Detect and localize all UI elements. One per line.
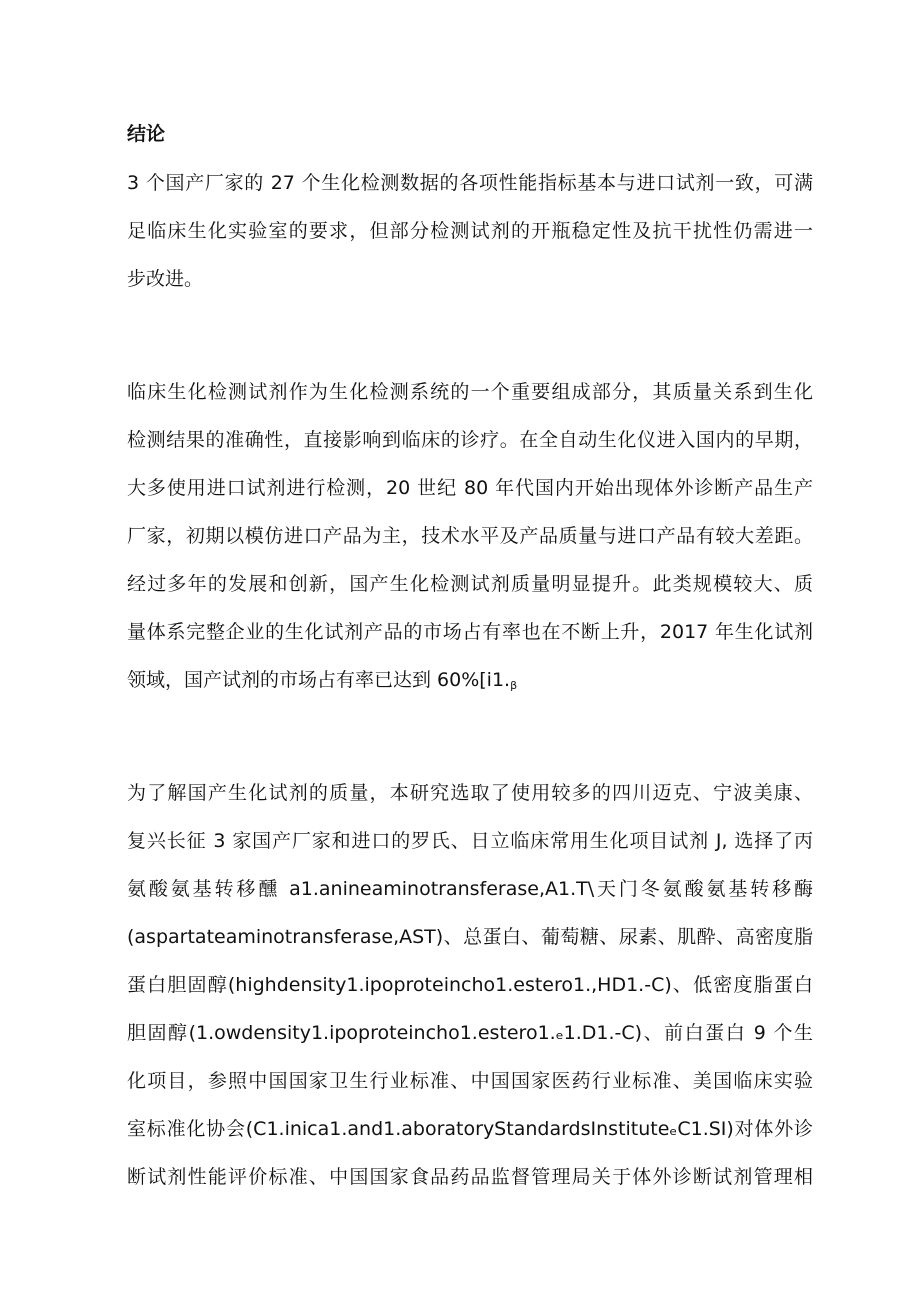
paragraph-2-line-7-text: 领域，国产试剂的市场占有率已达到 60%[i1. (127, 669, 511, 691)
paragraph-3-line-7: 化项目，参照中国国家卫生行业标准、中国国家医药行业标准、美国临床实验 (127, 1070, 813, 1092)
paragraph-3-line-6: 胆固醇(1.owdensity1.ipoproteincho1.estero1.ₑ1.D1.-C)、前白蛋白 9 个生 (127, 1022, 813, 1044)
paragraph-3-line-2: 复兴长征 3 家国产厂家和进口的罗氏、日立临床常用生化项目试剂 J, 选择了丙 (127, 830, 813, 852)
paragraph-3-line-4: (aspartateaminotransferase,AST)、总蛋白、葡萄糖、尿素、肌酔、高密度脂 (127, 926, 813, 948)
paragraph-1-line-3: 步改进。 (127, 268, 204, 290)
paragraph-3-line-8: 室标准化协会(C1.inica1.and1.aboratoryStandardsInstituteₑC1.SI)对体外诊 (127, 1118, 813, 1140)
paragraph-2-line-4: 厂家，初期以模仿进口产品为主，技术水平及产品质量与进口产品有较大差距。 (127, 525, 813, 547)
paragraph-1-line-1: 3 个国产厂家的 27 个生化检测数据的各项性能指标基本与进口试剂一致，可满 (127, 172, 813, 194)
paragraph-2-line-6: 量体系完整企业的生化试剂产品的市场占有率也在不断上升，2017 年生化试剂 (127, 621, 813, 643)
paragraph-2-line-5: 经过多年的发展和创新，国产生化检测试剂质量明显提升。此类规模较大、质 (127, 573, 813, 595)
paragraph-1-line-2: 足临床生化实验室的要求，但部分检测试剂的开瓶稳定性及抗干扰性仍需进一 (127, 220, 813, 242)
paragraph-2-line-2: 检测结果的准确性，直接影响到临床的诊疗。在全自动生化仪进入国内的早期， (127, 429, 813, 451)
paragraph-3-line-1: 为了解国产生化试剂的质量，本研究选取了使用较多的四川迈克、宁波美康、 (127, 782, 813, 804)
section-heading: 结论 (127, 123, 166, 145)
paragraph-3-line-9: 断试剂性能评价标准、中国国家食品药品监督管理局关于体外诊断试剂管理相 (127, 1166, 813, 1188)
paragraph-2-line-3: 大多使用进口试剂进行检测，20 世纪 80 年代国内开始出现体外诊断产品生产 (127, 477, 813, 499)
paragraph-3-line-3: 氨酸氨基转移醺 a1.anineaminotransferase,A1.T\天门冬氨酸氨基转移酶 (127, 878, 813, 900)
paragraph-2-line-1: 临床生化检测试剂作为生化检测系统的一个重要组成部分，其质量关系到生化 (127, 381, 813, 403)
paragraph-2-subscript: β (510, 679, 518, 692)
paragraph-2-line-7 (127, 665, 813, 701)
paragraph-3-line-5: 蛋白胆固醇(highdensity1.ipoproteincho1.estero1.,HD1.-C)、低密度脂蛋白 (127, 974, 813, 996)
